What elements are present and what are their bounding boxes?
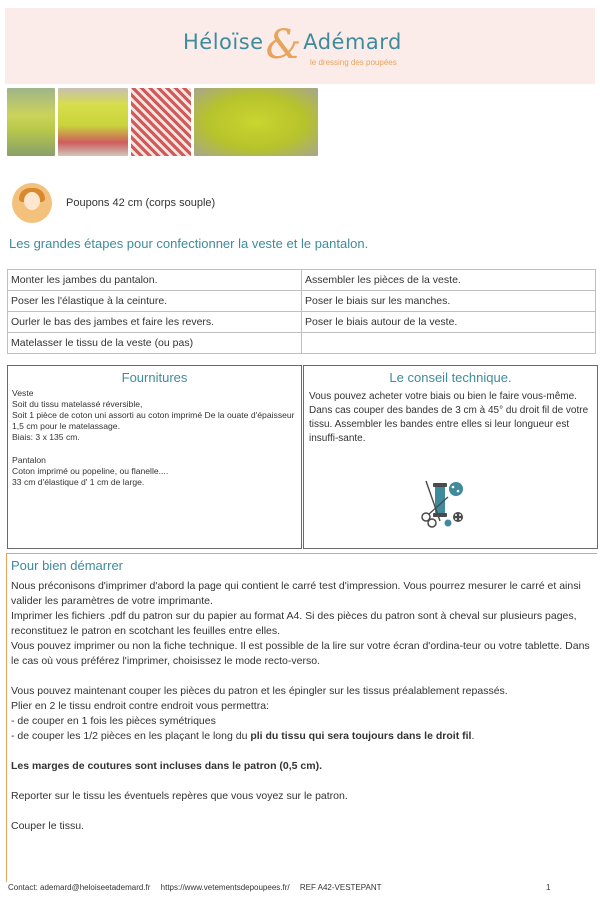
table-row: [8, 270, 596, 291]
footer-ref: REF A42-VESTEPANT: [299, 883, 382, 892]
header-banner: [5, 8, 595, 84]
step-cell: Poser les l'élastique à la ceinture.: [8, 291, 302, 312]
jacket-and-pants-photo: [58, 88, 128, 156]
doll-icon: [12, 183, 52, 223]
brand-logo: [183, 22, 402, 68]
jacket-photo: [194, 88, 318, 156]
conseil-text: Vous pouvez acheter votre biais ou bien le faire vous-même. Dans cas couper des bandes de 3 cm à 45° du droit fil de votre tissu. Assembler les bandes entre elles si leur longueur est insuffi-sante.: [309, 391, 589, 444]
footer-website-link[interactable]: https://www.vetementsdepoupees.fr/: [160, 883, 290, 892]
steps-table: [7, 269, 596, 354]
pants-photo: [131, 88, 191, 156]
start-section: [6, 553, 597, 882]
step-cell: Matelasser le tissu de la veste (ou pas): [8, 333, 302, 354]
start-title: Pour bien démarrer: [11, 558, 123, 573]
step-cell: Monter les jambes du pantalon.: [8, 270, 302, 291]
step-cell: Poser le biais autour de la veste.: [302, 312, 596, 333]
step-cell: Ourler le bas des jambes et faire les revers.: [8, 312, 302, 333]
brand-ampersand: &: [265, 22, 302, 68]
table-row: [8, 333, 596, 354]
brand-tagline: le dressing des poupées: [310, 58, 397, 67]
step-cell: [302, 333, 596, 354]
product-photos: [7, 88, 318, 156]
brand-name-right: Adémard: [303, 30, 402, 54]
start-body: Nous préconisons d'imprimer d'abord la page qui contient le carré test d'impression. Vous pourrez mesurer le carré et ainsi valider les paramètres de votre imprimante. Imprimer les fichiers .pdf du patron sur du papier au format A4. Si des pièces du patron sont à cheval sur plusieurs pages, reconstituez le patron en scotchant les feuilles entre elles. Vous pouvez imprimer ou non la fiche technique. Il est possible de la lire sur votre écran d'ordina-teur ou votre tablette. Dans le cas où vous préférez l'imprimer, choisissez le mode recto-verso. Vous pouvez maintenant couper les pièces du patron et les épingler sur les tissus préalablement repassés. Plier en 2 le tissu endroit contre endroit vous permettra: - de couper en 1 fois les pièces symétriques - de couper les 1/2 pièces en les plaçant le long du pli du tissu qui sera toujours dans le droit fil. Les marges de coutures sont incluses dans le patron (0,5 cm). Reporter sur le tissu les éventuels repères que vous voyez sur le patron. Couper le tissu.: [11, 580, 590, 832]
step-cell: Assembler les pièces de la veste.: [302, 270, 596, 291]
table-row: [8, 291, 596, 312]
fournitures-title: Fournitures: [121, 370, 188, 385]
fournitures-text: Veste Soit du tissu matelassé réversible, Soit 1 pièce de coton uni assorti au coton imprimé De la ouate d'épaisseur 1,5 cm pour le matelassage. Biais: 3 x 135 cm. Pantalon Coton imprimé ou popeline, ou flanelle.... 33 cm d'élastique d' 1 cm de large.: [12, 388, 295, 487]
table-row: [8, 312, 596, 333]
step-cell: Poser le biais sur les manches.: [302, 291, 596, 312]
doll-photo: [7, 88, 55, 156]
page-number: 1: [546, 883, 551, 892]
brand-name-left: Héloïse: [183, 30, 264, 54]
doll-size-subtitle: Poupons 42 cm (corps souple): [66, 197, 216, 209]
footer-contact: Contact: ademard@heloiseetademard.fr: [8, 883, 151, 892]
sewing-kit-icon: [418, 477, 470, 529]
footer: [8, 883, 390, 892]
fournitures-box: [7, 365, 302, 549]
steps-title: Les grandes étapes pour confectionner la veste et le pantalon.: [9, 236, 369, 251]
conseil-title: Le conseil technique.: [389, 370, 512, 385]
